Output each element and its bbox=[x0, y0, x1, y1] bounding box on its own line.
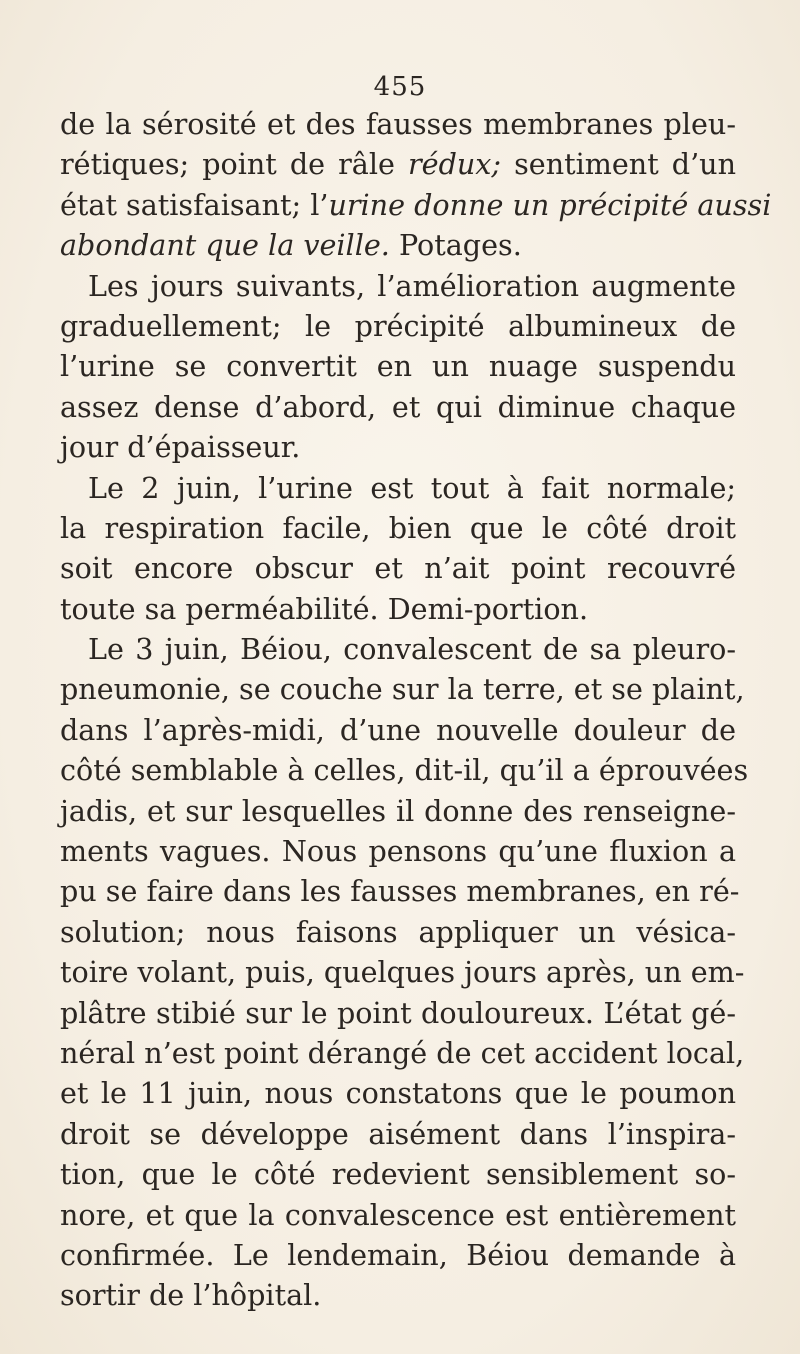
body-text bbox=[60, 104, 772, 1316]
text-line bbox=[60, 346, 736, 386]
text-line bbox=[60, 1235, 736, 1275]
text-line bbox=[60, 306, 736, 346]
line-text: rétiques; point de râle bbox=[60, 147, 408, 182]
text-line bbox=[60, 912, 736, 952]
text-line bbox=[60, 387, 736, 427]
line-text: l’urine se convertit en un nuage suspendu bbox=[60, 349, 736, 384]
line-text: droit se développe aisément dans l’inspira- bbox=[60, 1116, 736, 1151]
line-text: dans l’après-midi, d’une nouvelle douleur de bbox=[60, 712, 736, 747]
line-text: tion, que le côté redevient sensiblement so- bbox=[60, 1157, 736, 1192]
line-text: confirmée. Le lendemain, Béiou demande à bbox=[60, 1237, 736, 1272]
text-line bbox=[60, 710, 736, 750]
text-line bbox=[60, 144, 736, 184]
text-line bbox=[60, 548, 736, 588]
text-line bbox=[60, 993, 736, 1033]
text-line bbox=[60, 1033, 745, 1073]
text-line bbox=[60, 468, 736, 508]
line-text: jadis, et sur lesquelles il donne des renseigne- bbox=[60, 793, 736, 828]
page-number: 455 bbox=[373, 72, 427, 102]
line-text: graduellement; le précipité albumineux de bbox=[60, 308, 736, 343]
line-text: sortir de l’hôpital. bbox=[60, 1278, 322, 1313]
text-line bbox=[60, 1114, 736, 1154]
line-text: côté semblable à celles, dit-il, qu’il a éprouvées bbox=[60, 753, 749, 788]
text-line bbox=[60, 791, 736, 831]
text-line bbox=[60, 952, 745, 992]
line-text: soit encore obscur et n’ait point recouvré bbox=[60, 551, 736, 586]
line-text: de la sérosité et des fausses membranes pleu- bbox=[60, 107, 736, 141]
line-text: Le 3 juin, Béiou, convalescent de sa pleuro- bbox=[88, 632, 736, 667]
line-text: Potages. bbox=[389, 228, 522, 263]
text-line bbox=[60, 1195, 736, 1235]
text-line bbox=[60, 750, 749, 790]
italic-text: rédux; bbox=[407, 147, 502, 182]
text-line bbox=[60, 629, 736, 669]
text-line bbox=[60, 508, 736, 548]
line-text: toute sa perméabilité. Demi-portion. bbox=[60, 591, 589, 626]
italic-text: abondant que la veille. bbox=[60, 228, 390, 263]
line-text: et le 11 juin, nous constatons que le poumon bbox=[60, 1076, 736, 1111]
text-line bbox=[60, 1154, 736, 1194]
text-line bbox=[60, 871, 740, 911]
line-text: assez dense d’abord, et qui diminue chaque bbox=[60, 389, 736, 424]
line-text: ments vagues. Nous pensons qu’une fluxion a bbox=[60, 834, 736, 869]
line-text: Les jours suivants, l’amélioration augmente bbox=[88, 268, 736, 303]
line-text: plâtre stibié sur le point douloureux. L’état gé- bbox=[60, 995, 736, 1030]
line-text: toire volant, puis, quelques jours après, un em- bbox=[60, 955, 745, 990]
line-text: solution; nous faisons appliquer un vésica- bbox=[60, 914, 736, 949]
text-line bbox=[60, 185, 772, 225]
line-text: pu se faire dans les fausses membranes, en ré- bbox=[60, 874, 740, 909]
text-line bbox=[60, 669, 745, 709]
text-line bbox=[60, 104, 736, 144]
text-line bbox=[60, 225, 736, 265]
text-line bbox=[60, 427, 736, 467]
line-text: néral n’est point dérangé de cet accident local, bbox=[60, 1035, 745, 1070]
line-text: la respiration facile, bien que le côté droit bbox=[60, 510, 736, 545]
line-text: jour d’épaisseur. bbox=[60, 430, 301, 465]
line-text: pneumonie, se couche sur la terre, et se plaint, bbox=[60, 672, 745, 707]
text-line bbox=[60, 589, 736, 629]
text-line bbox=[60, 831, 736, 871]
line-text: Le 2 juin, l’urine est tout à fait normale; bbox=[88, 470, 736, 505]
italic-text: urine donne un précipité aussi bbox=[328, 187, 772, 222]
line-text: état satisfaisant; l’ bbox=[60, 187, 329, 222]
text-line bbox=[60, 1073, 736, 1113]
text-line bbox=[60, 266, 736, 306]
text-line bbox=[60, 1275, 736, 1315]
line-text: nore, et que la convalescence est entièrement bbox=[60, 1197, 736, 1232]
line-text: sentiment d’un bbox=[501, 147, 736, 182]
